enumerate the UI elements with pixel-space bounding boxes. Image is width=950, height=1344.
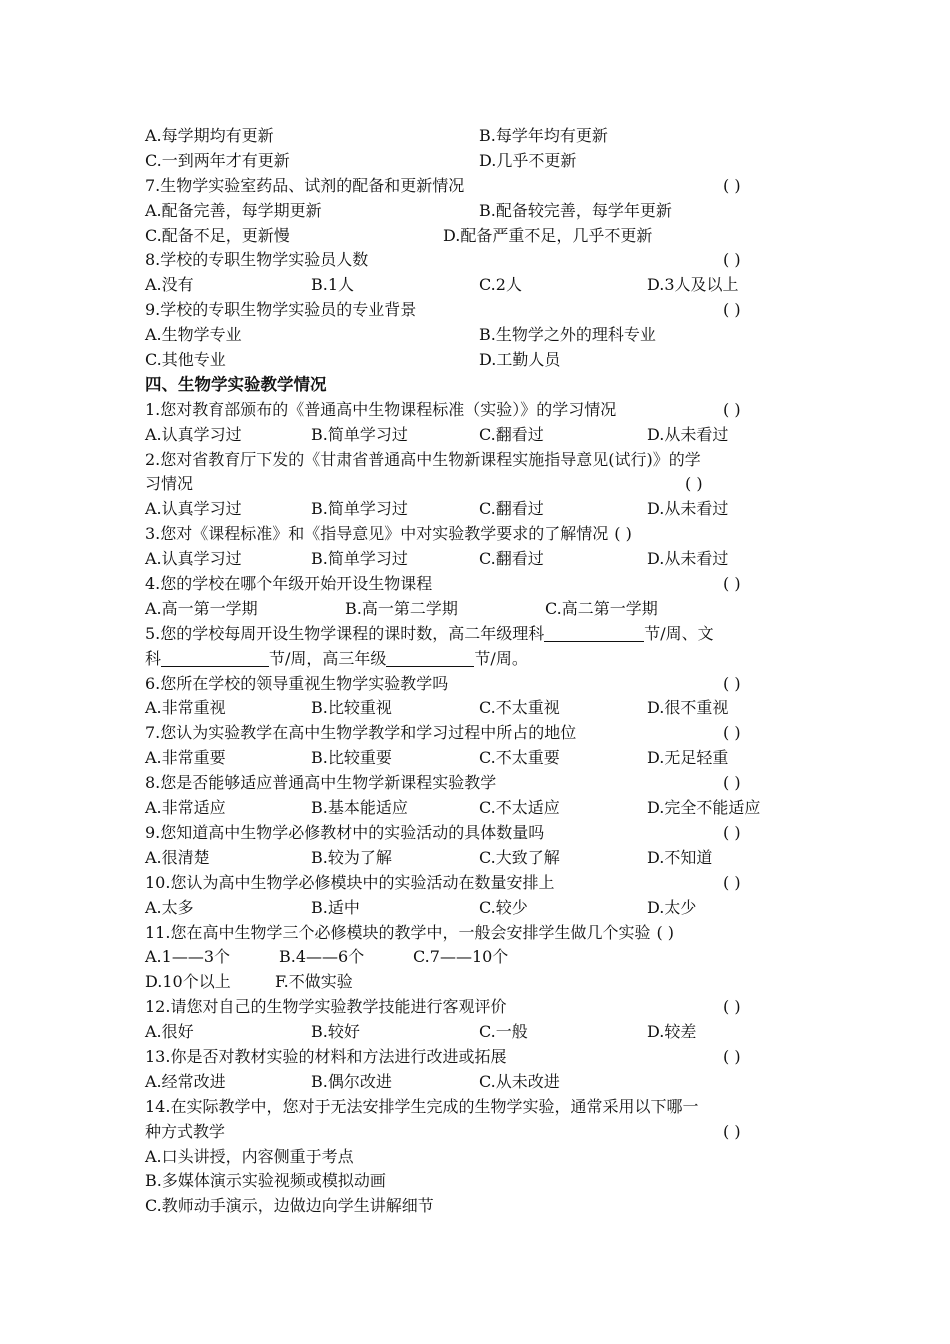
option-label: C.不太适应 [479,798,560,818]
question-text: 6.您所在学校的领导重视生物学实验教学吗 [145,673,449,693]
answer-parentheses[interactable]: ( ) [723,300,741,320]
question-line [145,522,810,547]
option-label: D.工勤人员 [479,350,561,370]
question-text: 13.你是否对教材实验的材料和方法进行改进或拓展 [145,1046,507,1066]
option-row [145,746,810,771]
answer-parentheses[interactable]: ( ) [723,574,741,594]
question-line [145,572,810,597]
option-label: C.不太重要 [479,748,560,768]
answer-parentheses[interactable]: ( ) [723,773,741,793]
option-label: B.适中 [311,897,360,917]
question-line [145,771,810,796]
option-label: B.4——6个 [279,947,365,967]
option-label: A.每学期均有更新 [145,126,274,145]
option-label: B.1人 [311,275,355,295]
question-text: 节/周，高三年级 [269,648,387,668]
option-label: D.不知道 [647,847,713,867]
question-text: 11.您在高中生物学三个必修模块的教学中，一般会安排学生做几个实验 [145,922,651,942]
option-row [145,945,810,970]
answer-parentheses[interactable]: ( ) [723,1046,741,1066]
option-row [145,1020,810,1045]
question-text: 9.您知道高中生物学必修教材中的实验活动的具体数量吗 [145,822,545,842]
question-line [145,248,810,273]
option-label: B.较为了解 [311,847,392,867]
answer-parentheses[interactable]: ( ) [723,723,741,743]
option-row [145,1169,810,1194]
question-text: 8.您是否能够适应普通高中生物学新课程实验教学 [145,773,497,793]
question-text: 14.在实际教学中，您对于无法安排学生完成的生物学实验，通常采用以下哪一 [145,1096,699,1116]
questionnaire-page [145,124,810,1219]
option-label: B.比较重要 [311,748,392,768]
answer-parentheses[interactable]: ( ) [723,175,741,195]
option-label: A.经常改进 [145,1071,226,1091]
question-text: 习情况 [145,474,194,494]
question-text: 8.学校的专职生物学实验员人数 [145,250,369,270]
question-line [145,672,810,697]
option-row [145,547,810,572]
question-line [145,995,810,1020]
option-label: B.生物学之外的理科专业 [479,325,656,345]
option-row [145,896,810,921]
option-label: A.非常适应 [145,798,226,818]
answer-parentheses[interactable]: ( ) [723,399,741,419]
option-row [145,423,810,448]
option-row [145,970,810,995]
option-label: B.配备较完善，每学年更新 [479,200,672,220]
option-label: A.配备完善，每学期更新 [145,200,322,220]
question-text: 10.您认为高中生物学必修模块中的实验活动在数量安排上 [145,872,555,892]
option-label: A.非常重视 [145,698,226,718]
option-label: D.从未看过 [647,424,729,444]
option-row [145,224,810,249]
option-label: C.2人 [479,275,522,295]
option-row [145,1194,810,1219]
option-label: A.很好 [145,1022,194,1042]
option-label: A.1——3个 [145,947,231,967]
fill-in-question [145,622,810,647]
question-line [145,721,810,746]
option-label: A.高一第一学期 [145,598,258,618]
option-label: A.太多 [145,897,194,917]
answer-blank[interactable] [386,650,474,667]
option-label: D.较差 [647,1022,697,1042]
option-label: D.几乎不更新 [479,150,577,170]
option-row [145,597,810,622]
question-line [145,448,810,473]
answer-parentheses[interactable]: ( ) [723,997,741,1017]
question-text: 9.学校的专职生物学实验员的专业背景 [145,300,417,320]
option-row [145,149,810,174]
fill-in-question [145,647,810,672]
question-line [145,398,810,423]
option-label: B.每学年均有更新 [479,126,608,145]
option-label: A.认真学习过 [145,499,242,519]
answer-parentheses[interactable]: ( ) [723,822,741,842]
question-line [145,821,810,846]
question-text: 7.您认为实验教学在高中生物学教学和学习过程中所占的地位 [145,723,577,743]
option-label: B.较好 [311,1022,360,1042]
option-label: B.简单学习过 [311,424,408,444]
option-row [145,273,810,298]
option-label: C.高二第一学期 [545,598,658,618]
option-label: C.较少 [479,897,528,917]
answer-parentheses[interactable]: ( ) [723,1121,741,1141]
option-label: A.非常重要 [145,748,226,768]
question-text: 节/周、文 [644,623,714,643]
option-row [145,846,810,871]
question-text: 5.您的学校每周开设生物学课程的课时数，高二年级理科 [145,623,545,643]
option-label: C.不太重视 [479,698,560,718]
question-text: 4.您的学校在哪个年级开始开设生物课程 [145,574,433,594]
question-text: 科 [145,648,162,668]
option-label: F.不做实验 [275,972,353,992]
option-label: B.偶尔改进 [311,1071,392,1091]
option-label: C.大致了解 [479,847,560,867]
question-line [145,1120,810,1145]
answer-parentheses[interactable]: ( ) [685,474,703,494]
option-label: B.比较重视 [311,698,392,718]
option-label: C.翻看过 [479,424,544,444]
option-label: C.翻看过 [479,499,544,519]
option-row [145,796,810,821]
option-row [145,696,810,721]
option-row [145,124,810,149]
option-label: C.配备不足，更新慢 [145,225,290,245]
answer-parentheses[interactable]: ( ) [656,922,675,942]
option-label: A.很清楚 [145,847,210,867]
question-line [145,921,810,946]
option-row [145,497,810,522]
question-text: 种方式教学 [145,1121,226,1141]
option-row [145,1070,810,1095]
option-label: B.多媒体演示实验视频或模拟动画 [145,1171,386,1191]
answer-blank[interactable] [544,625,644,642]
section-heading: 四、生物学实验教学情况 [145,374,327,394]
question-line [145,1095,810,1120]
option-label: B.高一第二学期 [345,598,458,618]
option-row [145,199,810,224]
option-row [145,1145,810,1170]
option-label: A.认真学习过 [145,424,242,444]
option-label: B.基本能适应 [311,798,408,818]
question-line [145,871,810,896]
option-label: D.很不重视 [647,698,729,718]
question-text: 3.您对《课程标准》和《指导意见》中对实验教学要求的了解情况 [145,524,609,544]
question-text: 12.请您对自己的生物学实验教学技能进行客观评价 [145,997,507,1017]
option-label: A.口头讲授，内容侧重于考点 [145,1146,354,1166]
question-line [145,174,810,199]
answer-parentheses[interactable]: ( ) [723,250,741,270]
answer-parentheses[interactable]: ( ) [723,872,741,892]
option-label: A.没有 [145,275,194,295]
question-text: 7.生物学实验室药品、试剂的配备和更新情况 [145,175,465,195]
option-label: D.3人及以上 [647,275,739,295]
option-label: D.太少 [647,897,697,917]
option-label: D.从未看过 [647,499,729,519]
question-line [145,298,810,323]
option-label: D.配备严重不足，几乎不更新 [443,225,653,245]
option-label: A.认真学习过 [145,549,242,569]
option-label: D.10个以上 [145,972,231,992]
option-label: C.翻看过 [479,549,544,569]
question-text: 1.您对教育部颁布的《普通高中生物课程标准（实验）》的学习情况 [145,399,617,419]
option-label: A.生物学专业 [145,325,242,345]
option-label: D.无足轻重 [647,748,729,768]
answer-parentheses[interactable]: ( ) [614,524,632,544]
option-label: C.从未改进 [479,1071,560,1091]
option-label: C.其他专业 [145,350,226,370]
option-row [145,348,810,373]
option-label: C.教师动手演示，边做边向学生讲解细节 [145,1196,434,1216]
option-label: C.一到两年才有更新 [145,150,290,170]
option-label: C.7——10个 [413,947,509,967]
answer-parentheses[interactable]: ( ) [723,673,741,693]
question-line [145,472,810,497]
question-line [145,1045,810,1070]
option-label: C.一般 [479,1022,528,1042]
question-text: 节/周。 [474,648,528,668]
option-label: B.简单学习过 [311,499,408,519]
option-label: D.完全不能适应 [647,798,761,818]
option-row [145,323,810,348]
question-text: 2.您对省教育厅下发的《甘肃省普通高中生物新课程实施指导意见(试行)》的学 [145,449,701,469]
option-label: D.从未看过 [647,549,729,569]
option-label: B.简单学习过 [311,549,408,569]
answer-blank[interactable] [161,650,269,667]
